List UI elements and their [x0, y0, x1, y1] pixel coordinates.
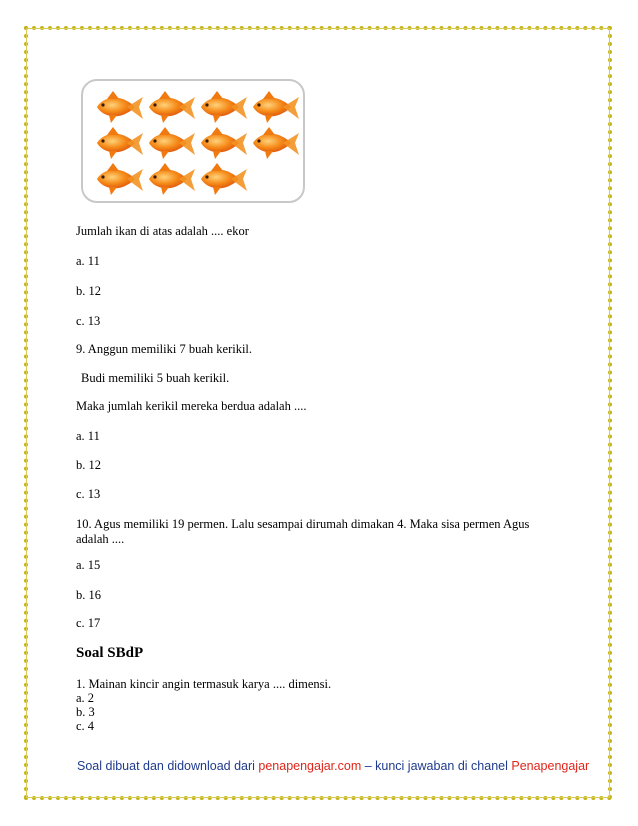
goldfish-icon: [201, 127, 247, 159]
footer-link-channel[interactable]: Penapengajar: [511, 759, 590, 773]
fish-option-a: a. 11: [76, 254, 100, 268]
goldfish-icon: [149, 91, 195, 123]
q9-line2: Budi memiliki 5 buah kerikil.: [81, 371, 230, 385]
q10-line2: adalah ....: [76, 532, 125, 546]
footer-text-1: Soal dibuat dan didownload dari: [77, 759, 259, 773]
goldfish-icon: [253, 127, 299, 159]
fish-image-box: [81, 79, 305, 203]
sbdp-option-b: b. 3: [76, 705, 95, 719]
fish-question-prompt: Jumlah ikan di atas adalah .... ekor: [76, 224, 249, 238]
goldfish-icon: [201, 163, 247, 195]
sbdp-option-c: c. 4: [76, 719, 95, 733]
q9-option-a: a. 11: [76, 429, 100, 443]
q9-line1: 9. Anggun memiliki 7 buah kerikil.: [76, 342, 253, 356]
q10-line1: 10. Agus memiliki 19 permen. Lalu sesampai dirumah dimakan 4. Maka sisa permen Agus: [76, 517, 530, 531]
goldfish-icon: [149, 127, 195, 159]
q9-option-c: c. 13: [76, 487, 101, 501]
goldfish-icon: [253, 91, 299, 123]
q10-option-a: a. 15: [76, 558, 101, 572]
q9-option-b: b. 12: [76, 458, 101, 472]
footer: [77, 759, 589, 773]
section-heading-sbdp: Soal SBdP: [76, 645, 144, 661]
q10-option-b: b. 16: [76, 588, 101, 602]
fish-option-c: c. 13: [76, 314, 101, 328]
fish-group: [83, 81, 303, 201]
q10-option-c: c. 17: [76, 616, 101, 630]
goldfish-icon: [97, 127, 143, 159]
goldfish-icon: [201, 91, 247, 123]
sbdp-option-a: a. 2: [76, 691, 95, 705]
goldfish-icon: [97, 163, 143, 195]
sbdp-q1: 1. Mainan kincir angin termasuk karya .... dimensi.: [76, 677, 332, 691]
q9-line3: Maka jumlah kerikil mereka berdua adalah ....: [76, 399, 307, 413]
footer-text-2: – kunci jawaban di chanel: [361, 759, 512, 773]
goldfish-icon: [97, 91, 143, 123]
goldfish-icon: [149, 163, 195, 195]
footer-link-site[interactable]: penapengajar.com: [258, 759, 362, 773]
fish-option-b: b. 12: [76, 284, 101, 298]
